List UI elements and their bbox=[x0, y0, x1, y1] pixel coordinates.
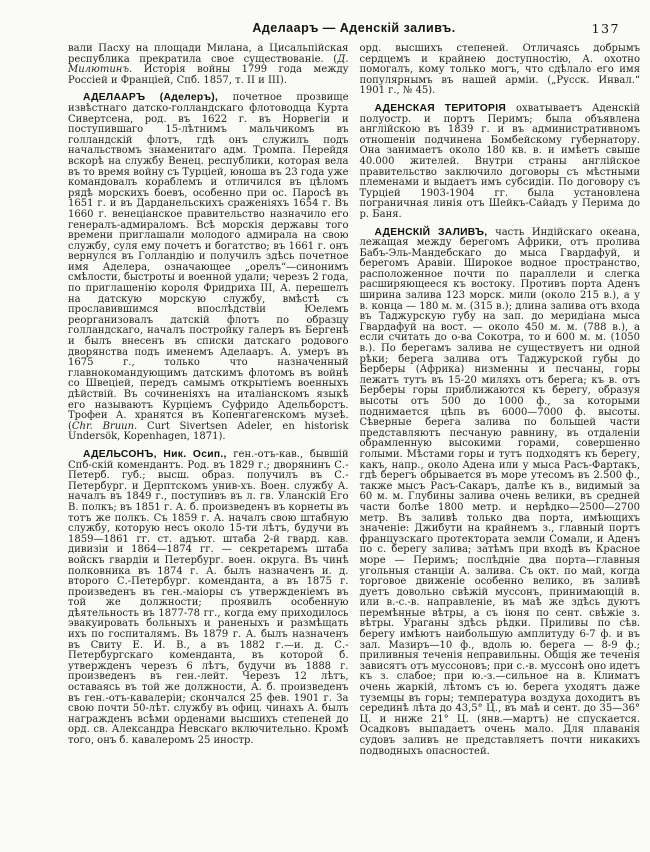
entry-body: почетное прозвище извѣстнаго датско-голландскаго флотоводца Курта Сивертсена, род. въ 1622 г. въ Норвегіи и поступившаго 15-лѣтнимъ мальчикомъ въ голландскій флотъ, гдѣ онъ служилъ подъ начальствомъ знаменитаго адм. Тромпа. Перейдя вскорѣ на службу Венец. республики, которая вела въ то время войну съ Турціей, юноша въ 23 года уже командовалъ кораблемъ и отличился въ цѣломъ рядѣ морскихъ боевъ, особенно при ос. Паросѣ въ 1651 г. и въ Дарданельскихъ сраженіяхъ 1654 г. Въ 1660 г. венеціанское правительство назначило его генералъ-адмираломъ. Всѣ морскія державы того времени приглашали молодого адмирала на свою службу, суля ему почетъ и богатство; въ 1661 г. онъ вернулся въ Голландію и получилъ здѣсь почетное имя Аделера, означающее „орелъ“—синонимъ смѣлости, быстроты и военной удали; черезъ 2 года, по приглашенію короля Фридриха III, А. перешелъ на датскую морскую службу, вмѣстѣ съ прославившимся впослѣдствіи Юелемъ реорганизовалъ датскій флотъ по образцу голландскаго, началъ постройку галеръ въ Бергенѣ и былъ внесенъ въ списки датскаго родового дворянства подъ именемъ Аделааръ. А. умеръ въ 1675 г., только что назначенный главнокомандующимъ датскимъ флотомъ въ войнѣ со Швеціей, передъ самымъ открытіемъ военныхъ дѣйствій. Въ сочиненіяхъ на италіанскомъ языкѣ его называютъ Курціемъ Суфридо Адельборстъ. Трофеи А. хранятся въ Копенгагенскомъ музеѣ. ( bbox=[68, 92, 349, 432]
text-run: вали Пасху на площади Милана, а Цисальпійская республика прекратила свое существованіе. ( bbox=[68, 43, 349, 65]
entry-adelson bbox=[68, 450, 349, 747]
left-column bbox=[68, 44, 349, 840]
running-head-title: Аделааръ — Аденскій заливъ. bbox=[252, 21, 456, 35]
running-head bbox=[68, 21, 640, 35]
paragraph-continuation-previous-page bbox=[68, 44, 349, 86]
headword-adelaar: АДЕЛААРЪ (Аделеръ), bbox=[83, 92, 219, 104]
headword-adenskaya-territoriya: АДЕНСКАЯ ТЕРИТОРІЯ bbox=[374, 102, 507, 114]
paragraph-continuation-left-column bbox=[360, 44, 641, 97]
citation-author-bruun: Chr. Bruun. bbox=[71, 420, 138, 432]
text-run: орд. высшихъ степеней. Отличаясь добрымъ сердцемъ и крайнею доступностію, А. охотно помогалъ, кому только могъ, что сдѣлало его имя популярнымъ въ нашей арміи. („Русск. Инвал.“ 1901 г., № 45). bbox=[359, 43, 640, 97]
right-column bbox=[360, 44, 641, 840]
citation-author-milyutin: Д. Милютинъ. bbox=[68, 53, 349, 76]
entry-adelaar bbox=[68, 93, 349, 443]
entry-body: ген.-отъ-кав., бывшій Спб-скій комендантъ. Род. въ 1829 г.; дворянинъ С.-Петерб. губ.; высш. образ. получилъ въ С.-Петербург. и Дерптскомъ унив-хъ. Воен. службу А. началъ въ 1849 г., поступивъ въ л. гв. Уланскій Его В. полкъ; въ 1851 г. А. б. произведенъ въ корнеты въ тотъ же полкъ. Съ 1859 г. А. началъ свою штабную службу, которую несъ около 15-ти лѣтъ, будучи въ 1859—1861 гг. ст. адъют. штаба 2-й гвард. кав. дивизіи и 1864—1874 гг. — секретаремъ штаба войскъ гвардіи и Петербург. воен. округа. Въ чинѣ полковника въ 1874 г. А. былъ назначенъ и. д. второго С.-Петербург. коменданта, а въ 1875 г. произведенъ въ ген.-маіоры съ утвержденіемъ въ той же должности; проявилъ особенную дѣятельность въ 1877-78 гг., когда ему приходилось эвакуировать больныхъ и раненыхъ и размѣщать ихъ по госпиталямъ. Въ 1879 г. А. былъ назначенъ въ Свиту Е. И. В., а въ 1882 г.—и. д. С.-Петербургскаго коменданта, въ которой б. утвержденъ черезъ 6 лѣтъ, будучи въ 1888 г. произведенъ въ ген.-лейт. Черезъ 12 лѣтъ, оставаясь въ той же должности, А. б. произведенъ въ ген.-отъ-кавалеріи; скончался 25 фев. 1901 г. За свою почти 50-лѣт. службу въ офиц. чинахъ А. былъ награжденъ всѣми орденами высшихъ степеней до орд. св. Александра Невскаго включительно. Кромѣ того, онъ б. кавалеромъ 25 иностр. bbox=[68, 448, 349, 746]
entry-adenskaya-territoriya bbox=[360, 104, 641, 221]
entry-adensky-zaliv bbox=[360, 228, 641, 758]
headword-adensky-zaliv: АДЕНСКІЙ ЗАЛИВЪ, bbox=[374, 226, 488, 238]
entry-body: часть Индійскаго океана, лежащая между берегомъ Африки, отъ пролива Бабъ-Эль-Мандебскаго до мыса Гвардафуй, и берегомъ Аравіи. Широкое водное пространство, расположенное почти по параллели и слегка расширяющееся къ востоку. Противъ порта Аденъ ширина залива 123 морск. мили (около 215 в.), а у в. конца — 180 м. м. (315 в.); длина залива отъ входа въ Таджурскую губу на зап. до меридіана мыса Гвардафуй на вост. — около 450 м. м. (788 в.), а если считать до о-ва Сокотра, то и 600 м. м. (1050 в.). По берегамъ залива не существуетъ ни одной рѣки; берега залива отъ Таджурской губы до Берберы (Африка) низменны и песчаны, горы лежатъ тутъ въ 15-20 миляхъ отъ берега; къ в. отъ Берберы горы приближаются къ берегу, образуя высоты отъ 500 до 1000 ф., за которыми поднимается цѣпь въ 6000—7000 ф. высоты. Сѣверные берега залива по большей части представляютъ песчаную равнину, въ отдаленіи обрамленную высокими горами, совершенно голыми. Мѣстами горы и тутъ подходятъ къ берегу, какъ, напр., около Адена или у мыса Расъ-Фартакъ, гдѣ берегъ обрывается въ море утесомъ въ 2.500 ф., также мысъ Расъ-Сакаръ, далѣе къ в., видимый за 60 м. м. Глубины залива очень велики, въ средней части болѣе 1800 метр. и нерѣдко—2500—2700 метр. Въ заливѣ только два порта, имѣющихъ значеніе: Джибути на крайнемъ з., главный портъ французскаго протектората земли Сомали, и Аденъ по с. берегу залива; затѣмъ при входѣ въ Красное море — Перимъ; послѣдніе два порта—главныя угольныя станціи А. залива. Съ окт. по май, когда торговое движеніе особенно велико, въ заливѣ дуетъ довольно свѣжій муссонъ, принимающій в. или в.-с.-в. направленіе, въ маѣ же здѣсь дуютъ перемѣнные вѣтры, а съ іюня по сент. свѣжіе з. вѣтры. Ураганы здѣсь рѣдки. Приливы по сѣв. берегу имѣютъ наибольшую амплитуду 6-7 ф. и въ зал. Мазиръ—10 ф., вдоль ю. берега — 8-9 ф.; приливныя теченія неправильны. Общія же теченія зависятъ отъ муссоновъ; при с.-в. муссонѣ оно идетъ къ з. слабое; при ю.-з.—сильное на в. Климатъ очень жаркій, лѣтомъ съ ю. берега уходятъ даже туземцы въ горы; температура воздуха доходитъ въ серединѣ лѣта до 43,5° Ц., въ маѣ и сент. до 35—36° Ц. и ниже 21° Ц. (янв.—мартъ) не спускается. Осадковъ выпадаетъ очень мало. Для плаванія судовъ заливъ не представляетъ почти никакихъ подводныхъ опасностей. bbox=[359, 226, 640, 757]
text-columns bbox=[68, 44, 640, 840]
entry-body: охватываетъ Аденскій полуостр. и портъ Перимъ; была объявлена англійскою въ 1839 г. и въ административномъ отношеніи подчинена Бомбейскому губернатору. Она занимаетъ около 180 кв. в. и имѣетъ свыше 40.000 жителей. Внутри страны англійское правительство заключило договоры съ мѣстными племенами и выдаетъ имъ субсидіи. По договору съ Турціей 1903-1904 гг. была установлена пограничная линія отъ Шейкъ-Сайадъ у Перима до р. Баня. bbox=[359, 102, 640, 220]
citation-rest: Curt Sivertsen Adeler, en historisk Undersök, Kopenhagen, 1871). bbox=[68, 420, 349, 443]
text-run: Исторія войны 1799 года между Россіей и Франціей, Спб. 1857, т. II и III). bbox=[68, 64, 349, 86]
headword-adelson: АДЕЛЬСОНЪ, Ник. Осип., bbox=[83, 448, 227, 460]
page-number: 137 bbox=[591, 21, 620, 36]
